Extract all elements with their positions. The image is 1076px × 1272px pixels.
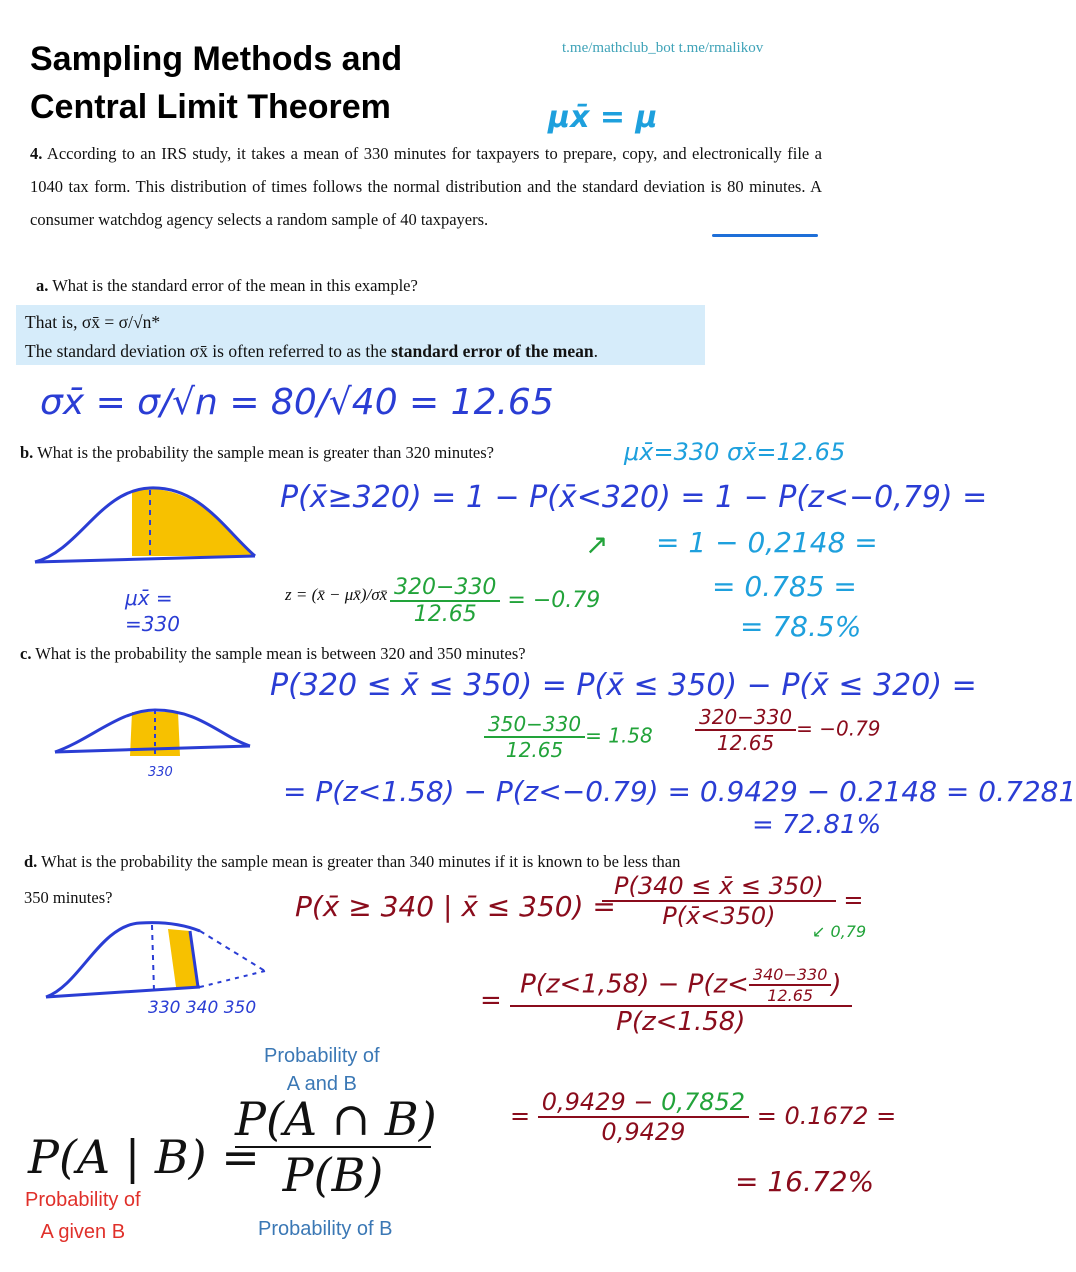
part-b-given: μx̄=330 σx̄=12.65	[624, 438, 846, 466]
part-c-line-2: = P(z<1.58) − P(z<−0.79) = 0.9429 − 0.2148 = 0.7281	[283, 775, 1076, 808]
title-line-2: Central Limit Theorem	[30, 88, 391, 126]
caption-a-given-b: Probability of A given B	[25, 1189, 141, 1243]
part-d-final: = 16.72%	[735, 1165, 875, 1198]
problem-statement: According to an IRS study, it takes a mean of 330 minutes for taxpayers to prepare, copy, and electronically file a 1040 tax form. This distribution of times follows the normal distribution and the standard deviation is 80 minutes. A consumer watchdog agency selects a random sample of 40 taxpayers.	[30, 144, 822, 229]
telegram-links: t.me/mathclub_bot t.me/rmalikov	[562, 40, 764, 56]
title-line-1: Sampling Methods and	[30, 40, 403, 78]
part-d-note: ↙ 0,79	[812, 922, 867, 941]
part-d-fraction-3: = $\frac{0,9429 - 0,7852}{0,9429}$ = 0.1672 =	[510, 1088, 897, 1146]
problem-text	[30, 137, 822, 236]
part-d-question-1: d. What is the probability the sample mean is greater than 340 minutes if it is known to be less than	[24, 852, 681, 871]
part-c-z2: $\frac{320-330}{12.65}$ = −0.79	[695, 705, 881, 755]
z-formula: z = (x̄ − μx̄)/σx̄	[285, 585, 388, 604]
bayes-fraction: P(A ∩ B) P(B)	[235, 1092, 437, 1202]
part-d-lhs: P(x̄ ≥ 340 | x̄ ≤ 350) =	[295, 890, 616, 923]
definition-line-1: That is, σx̄ = σ/√n*	[25, 312, 161, 332]
bayes-lhs: P(A | B) =	[28, 1130, 260, 1184]
definition-line-2: The standard deviation σx̄ is often referred to as the standard error of the mean.	[25, 341, 599, 361]
normal-curve-c	[50, 700, 260, 770]
part-b-question: b. What is the probability the sample mean is greater than 320 minutes?	[20, 443, 494, 462]
normal-curve-d	[40, 905, 280, 1005]
caption-a-and-b: Probability of A and B	[264, 1045, 380, 1095]
part-b-line-3: = 0.785 =	[712, 570, 857, 603]
curve-d-labels: 330 340 350	[148, 998, 257, 1018]
part-c-z1: $\frac{350-330}{12.65}$ = 1.58	[484, 712, 653, 762]
part-b-line-1: P(x̄≥320) = 1 − P(x̄<320) = 1 − P(z<−0,79) =	[280, 480, 988, 515]
note-mean-equality: μx̄ = μ	[548, 100, 658, 135]
normal-curve-b	[30, 470, 260, 570]
part-d-fraction-1: $\frac{P(340 \le x̄ \le 350)}{P(x̄<350)}$ =	[602, 872, 864, 930]
part-d-question-2: 350 minutes?	[24, 888, 113, 907]
arrow-up-icon: ↗	[585, 530, 609, 561]
caption-prob-b: Probability of B	[258, 1218, 393, 1240]
part-c-question: c. What is the probability the sample mean is between 320 and 350 minutes?	[20, 644, 526, 663]
z-calc: $\frac{320-330}{12.65}$ = −0.79	[390, 575, 600, 627]
part-c-line-3: = 72.81%	[752, 810, 882, 840]
part-a-work: σx̄ = σ/√n = 80/√40 = 12.65	[40, 382, 554, 423]
part-b-line-4: = 78.5%	[740, 610, 862, 643]
curve-c-label: 330	[148, 765, 173, 780]
part-b-line-2: = 1 − 0,2148 =	[656, 526, 878, 559]
part-a-question: a. What is the standard error of the mean in this example?	[36, 276, 418, 295]
part-d-fraction-2: = P(z<1,58) − P(z< $\frac{340-330}{12.65}$ ) P(z<1.58)	[480, 965, 852, 1037]
problem-number: 4.	[30, 144, 43, 163]
part-c-line-1: P(320 ≤ x̄ ≤ 350) = P(x̄ ≤ 350) − P(x̄ ≤ 320) =	[270, 668, 977, 703]
curve-b-label: μx̄ = =330	[125, 586, 180, 636]
sample-underline	[712, 234, 818, 237]
